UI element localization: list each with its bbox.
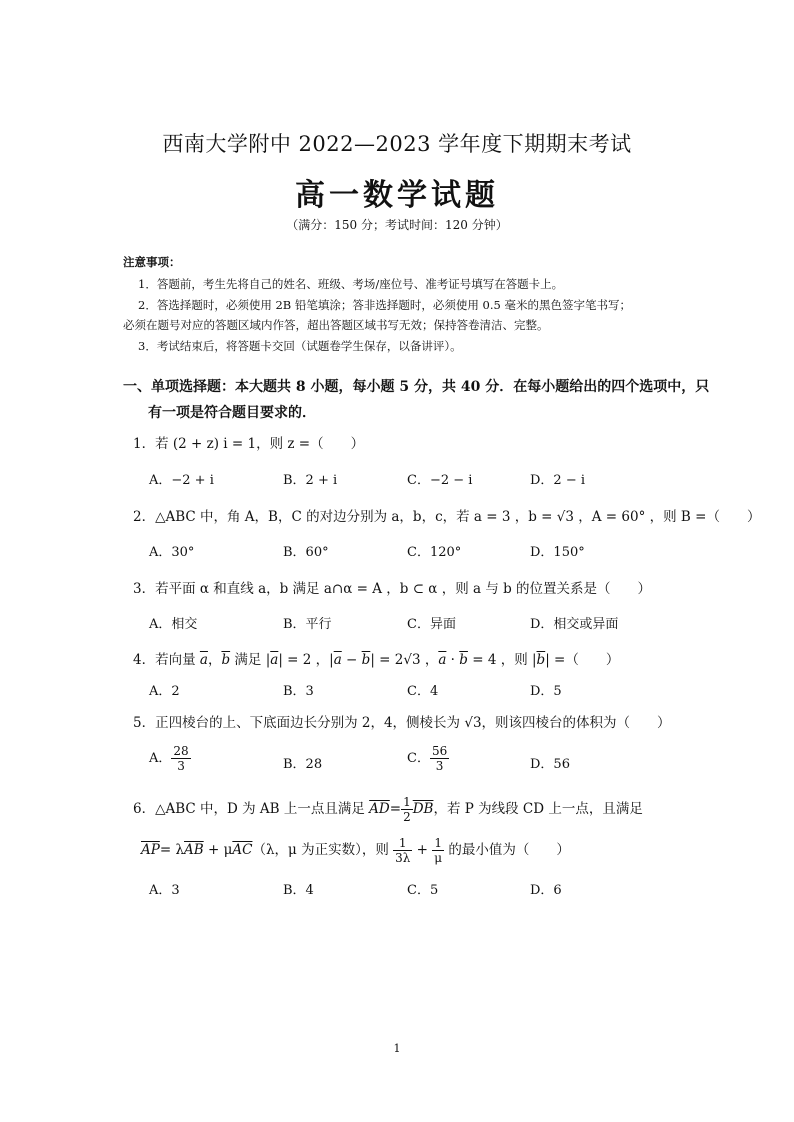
question-5-option-b: B．28 <box>283 757 323 772</box>
q6-vector-ad: $\overline{AD}$ <box>369 801 390 817</box>
question-3-option-d: D．相交或异面 <box>530 617 619 632</box>
q4-vector-a: $\overline{a}$ <box>333 652 342 668</box>
option-label: A． <box>149 751 172 766</box>
q6-vector-ab: $\overline{AB}$ <box>184 842 204 858</box>
note-item-1: 1．答题前，考生先将自己的姓名、班级、考场/座位号、准考证号填写在答题卡上。 <box>138 277 564 291</box>
q4-text: · <box>446 652 460 668</box>
question-1-option-d: D．2 − i <box>530 473 586 488</box>
question-5-option-d: D．56 <box>530 757 570 772</box>
q4-vector-b: $\overline{b}$ <box>536 652 546 668</box>
question-2-option-b: B．60° <box>283 545 329 560</box>
question-6-stem <box>133 795 643 824</box>
q4-vector-b: $\overline{b}$ <box>361 652 371 668</box>
question-3-option-b: B．平行 <box>283 617 332 632</box>
fraction-denominator: 3λ <box>395 851 411 865</box>
q4-text: | = 2 ，| <box>278 652 334 668</box>
question-1-stem: 1．若 (2 + z) i = 1，则 z =（ ） <box>133 436 365 452</box>
q4-vector-a: $\overline{a}$ <box>270 652 279 668</box>
q4-text: | = 2√3 ， <box>370 652 439 668</box>
exam-info: （满分：150 分；考试时间：120 分钟） <box>286 218 508 232</box>
fraction-numerator: 1 <box>393 836 412 851</box>
q6-vector-ac: $\overline{AC}$ <box>232 842 253 858</box>
q6-text: ，若 P 为线段 CD 上一点，且满足 <box>433 801 643 817</box>
question-5-stem: 5．正四棱台的上、下底面边长分别为 2，4，侧棱长为 √3，则该四棱台的体积为（ ） <box>133 715 671 731</box>
question-2-stem: 2．△ABC 中，角 A，B，C 的对边分别为 a，b，c，若 a = 3 ，b = √3 ，A = 60° ，则 B =（ ） <box>133 509 761 525</box>
q4-text: 满足 | <box>230 652 271 668</box>
question-2-option-a: A．30° <box>149 545 195 560</box>
q6-text: （λ，μ 为正实数），则 <box>252 842 394 858</box>
fraction-1-over-3lambda <box>393 836 412 865</box>
question-2-option-c: C．120° <box>407 545 462 560</box>
question-6-stem-cont <box>141 836 570 865</box>
q6-vector-db: $\overline{DB}$ <box>412 801 434 817</box>
q6-text: 6．△ABC 中，D 为 AB 上一点且满足 <box>133 801 370 817</box>
q4-vector-b: $\overline{b}$ <box>221 652 231 668</box>
q4-text: 4．若向量 <box>133 652 200 668</box>
section-heading-cont: 有一项是符合题目要求的． <box>148 405 316 421</box>
notes-heading: 注意事项： <box>123 255 181 269</box>
question-6-option-d: D．6 <box>530 883 562 898</box>
q6-text: 的最小值为（ ） <box>444 842 570 858</box>
q4-text: | =（ ） <box>545 652 620 668</box>
note-item-2: 2．答选择题时，必须使用 2B 铅笔填涂；答非选择题时，必须使用 0.5 毫米的黑色签字笔书写； <box>138 298 631 312</box>
question-5-option-c <box>407 744 449 773</box>
q4-text: = 4 ，则 | <box>467 652 537 668</box>
question-1-option-c: C．−2 − i <box>407 473 473 488</box>
note-item-2-cont: 必须在题号对应的答题区域内作答，超出答题区域书写无效；保持答卷清洁、完整。 <box>123 318 549 332</box>
fraction-numerator: 1 <box>403 795 411 809</box>
exam-title: 西南大学附中 2022—2023 学年度下期期末考试 <box>162 132 632 156</box>
q6-text: = λ <box>159 842 185 858</box>
page-number: 1 <box>393 1042 401 1055</box>
question-6-option-a: A．3 <box>149 883 180 898</box>
exam-subtitle: 高一数学试题 <box>295 178 499 213</box>
q6-equals: = <box>389 801 402 817</box>
fraction-1-over-mu <box>432 836 444 865</box>
question-4-stem <box>133 648 619 668</box>
fraction-denominator: 3 <box>177 759 185 773</box>
q6-text: + μ <box>203 842 233 858</box>
question-6-option-c: C．5 <box>407 883 439 898</box>
fraction-numerator: 28 <box>173 744 189 758</box>
question-4-option-a: A．2 <box>149 684 180 699</box>
note-item-3: 3．考试结束后，将答题卡交回（试题卷学生保存，以备讲评）。 <box>138 339 462 353</box>
question-4-option-b: B．3 <box>283 684 314 699</box>
fraction-denominator: 3 <box>435 759 444 773</box>
fraction-numerator: 56 <box>431 744 448 758</box>
fraction-denominator: 2 <box>403 810 411 824</box>
question-1-option-a: A．−2 + i <box>149 473 214 488</box>
question-2-option-d: D．150° <box>530 545 585 560</box>
question-3-option-c: C．异面 <box>407 617 456 632</box>
q6-vector-ap: $\overline{AP}$ <box>141 842 160 858</box>
q4-text: ， <box>207 652 222 668</box>
fraction <box>430 744 449 773</box>
q4-vector-a: $\overline{a}$ <box>438 652 447 668</box>
fraction-numerator: 1 <box>432 836 444 851</box>
q4-text: − <box>341 652 362 668</box>
fraction-denominator: μ <box>434 851 443 865</box>
q4-vector-b: $\overline{b}$ <box>459 652 468 668</box>
section-heading: 一、单项选择题：本大题共 8 小题，每小题 5 分，共 40 分．在每小题给出的四个选项中，只 <box>123 379 710 395</box>
question-1-option-b: B．2 + i <box>283 473 338 488</box>
fraction <box>171 744 190 773</box>
question-4-option-c: C．4 <box>407 684 439 699</box>
question-3-stem: 3．若平面 α 和直线 a，b 满足 a∩α = A ，b ⊂ α ，则 a 与 b 的位置关系是（ ） <box>133 581 652 597</box>
question-4-option-d: D．5 <box>530 684 562 699</box>
q6-plus: + <box>412 842 433 858</box>
option-label: C． <box>407 751 430 766</box>
question-6-option-b: B．4 <box>283 883 314 898</box>
question-3-option-a: A．相交 <box>149 617 198 632</box>
q4-vector-a: $\overline{a}$ <box>199 652 208 668</box>
question-5-option-a <box>149 744 191 773</box>
fraction-half <box>401 795 413 824</box>
